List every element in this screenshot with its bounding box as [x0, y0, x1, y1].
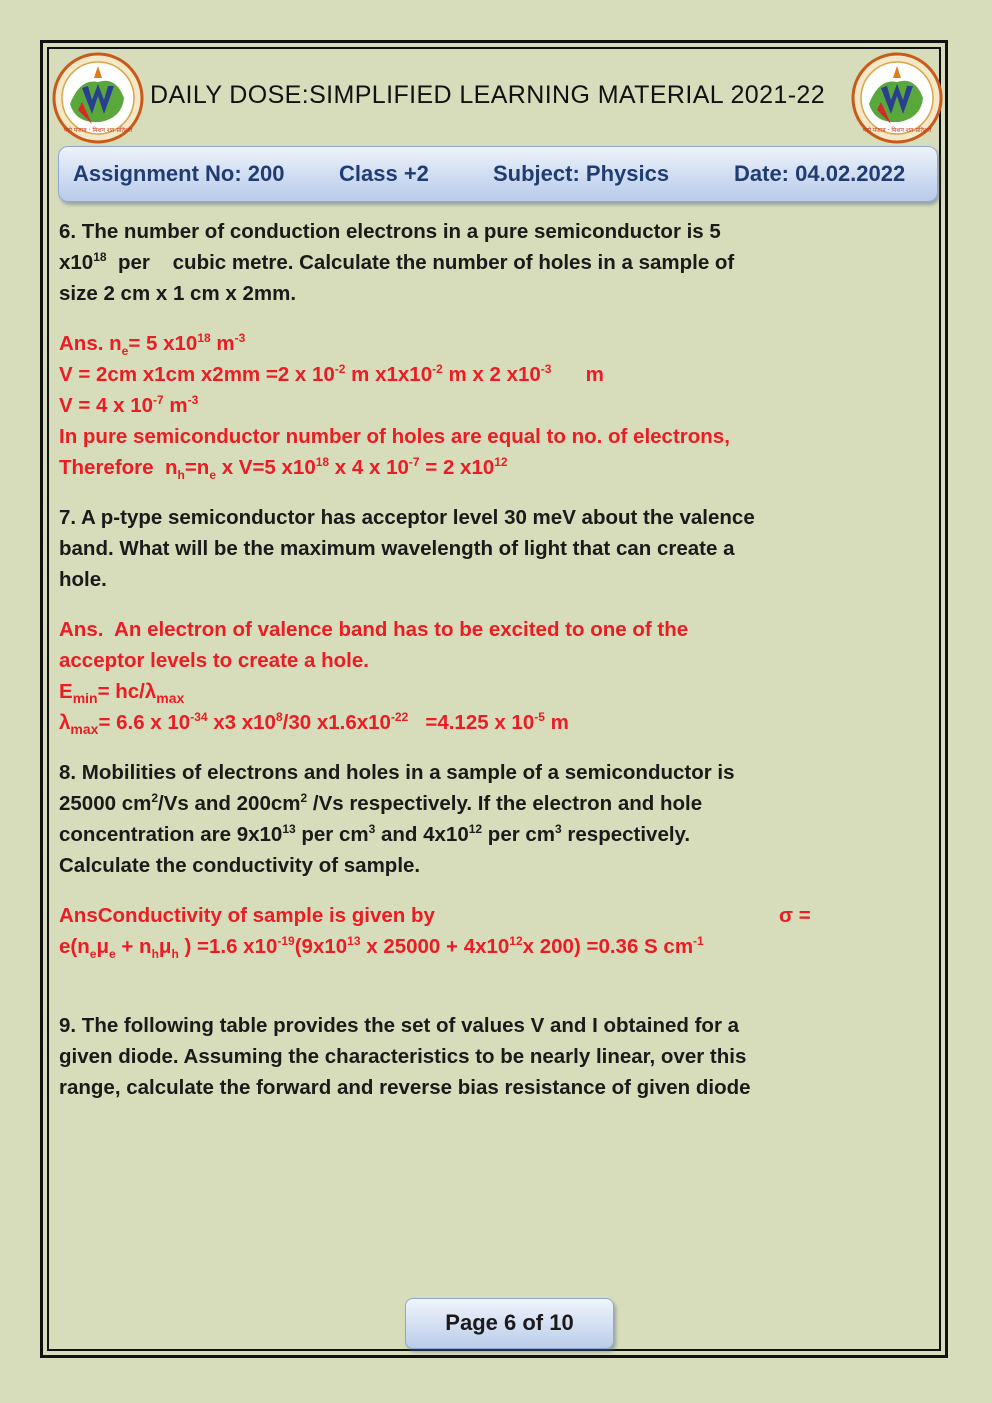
page-number: Page 6 of 10 — [405, 1298, 614, 1349]
question-8: 8. Mobilities of electrons and holes in a sample of a semiconductor is 25000 $cm^2/Vs$ and $200cm^2$ /Vs respectively. If the electron and hole concentration are $9x10^{13}$ per $cm^3$ and $4x10^{12}$ per $cm^3$ respectively. Calculate the conductivity of sample. — [59, 761, 735, 877]
date-label: Date: 04.02.2022 — [734, 161, 906, 186]
answer-7: Ans. An electron of valence band has to be excited to one of the acceptor levels to create a hole. $E_{min}= hc/\lambda_{max}$ $\lambda_{max}= 6.6$ x $10^{-34}$ x3 $x10^8/30$ $x1.6x10^{-22} =4.125$ x $10^{-5}$ m — [59, 618, 689, 738]
page-title: DAILY DOSE:SIMPLIFIED LEARNING MATERIAL 2021-22 — [150, 81, 826, 109]
question-7: 7. A p-type semiconductor has acceptor level 30 meV about the valence band. What will be the maximum wavelength of light that can create a hole. — [59, 506, 755, 591]
answer-8: AnsConductivity of sample is given by σ = $e(n_e\mu_e + n_h\mu_h$ ) =1.6 $x10^{-19}(9x10^{13}$ x $25000 + 4x10^{12}x$ 200) =0.36 S $cm^{-1}$ — [59, 904, 811, 962]
subject-label: Subject: Physics — [493, 161, 670, 186]
answer-6: Ans. $n_e= 5$ $x10^{18}$ $m^{-3}$ V = 2cm x1cm x2mm =2 x $10^{-2}$ m $x1x10^{-2}$ m x 2 $x10^{-3}$ m V = 4 x $10^{-7}$ $m^{-3}$ In pure semiconductor number of holes are equal to no. of electrons, Therefore $n_h=n_e$ x V=5 $x10^{18}$ x 4 x $10^{-7} = 2$ $x10^{12}$ — [59, 331, 730, 483]
svg-text:पढ़ो पंजाब · मिशन शत-प्रतिशत: पढ़ो पंजाब · मिशन शत-प्रतिशत — [63, 127, 133, 134]
question-9: 9. The following table provides the set of values V and I obtained for a given diode. Assuming the characteristics to be nearly linear, over this range, calculate the forward and reverse bias resistance of given diode — [59, 1014, 751, 1099]
content — [59, 216, 869, 1122]
padho-punjab-logo-left — [52, 52, 144, 144]
svg-text:पढ़ो पंजाब · मिशन शत-प्रतिशत: पढ़ो पंजाब · मिशन शत-प्रतिशत — [862, 127, 932, 134]
padho-punjab-logo-right — [851, 52, 943, 144]
class-label: Class +2 — [339, 161, 429, 186]
assignment-number: Assignment No: 200 — [73, 161, 285, 186]
assignment-info-bar — [58, 146, 938, 202]
question-6: 6. The number of conduction electrons in a pure semiconductor is 5 $x10^{18}$ per cubic metre. Calculate the number of holes in a sample of size 2 cm x 1 cm x 2mm. — [59, 220, 735, 305]
